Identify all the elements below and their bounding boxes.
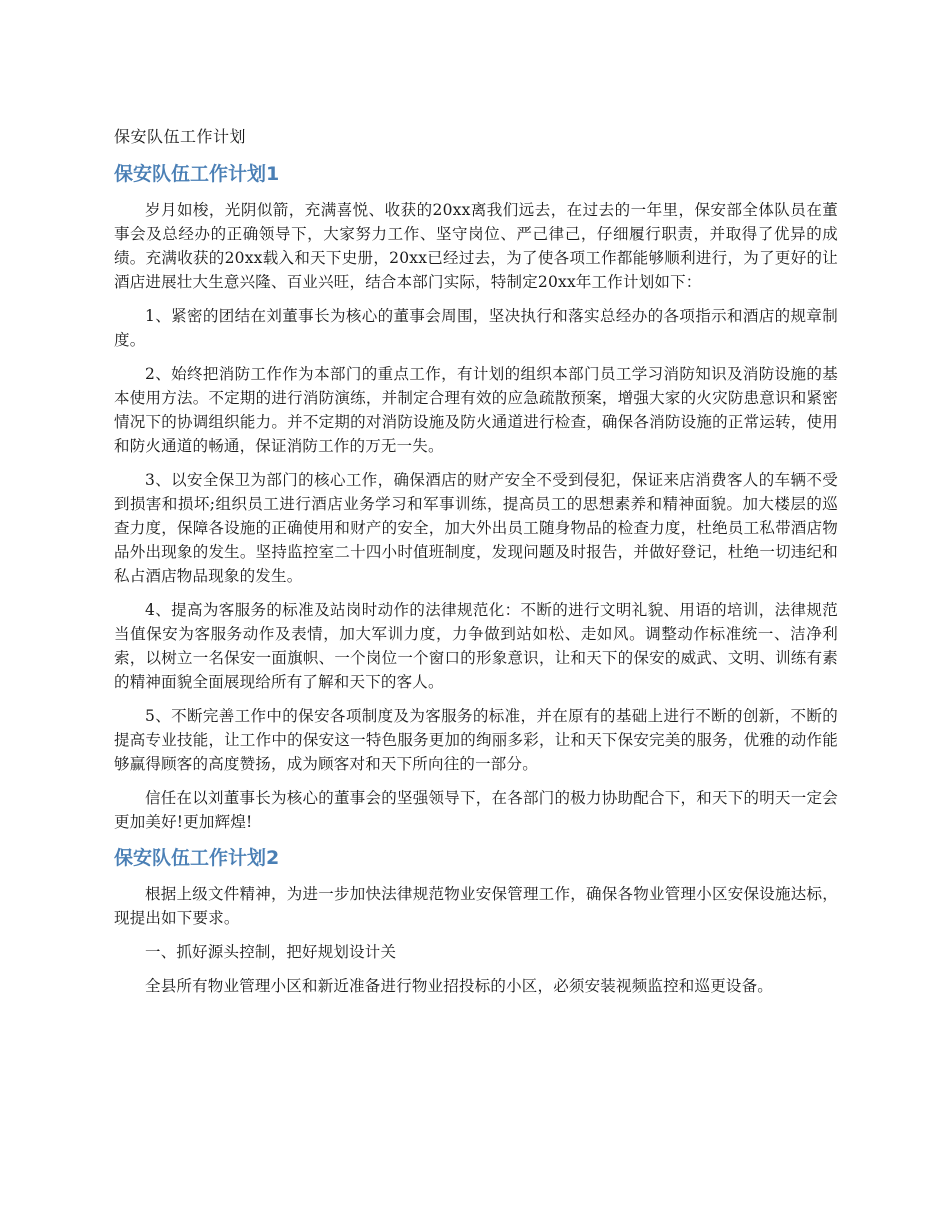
document-title: 保安队伍工作计划 bbox=[114, 127, 247, 146]
paragraph: 3、以安全保卫为部门的核心工作，确保酒店的财产安全不受到侵犯，保证来店消费客人的车辆不受到损害和损坏;组织员工进行酒店业务学习和军事训练，提高员工的思想素养和精神面貌。加大楼层的巡查力度，保障各设施的正确使用和财产的安全，加大外出员工随身物品的检查力度，杜绝员工私带酒店物品外出现象的发生。坚持监控室二十四小时值班制度，发现问题及时报告，并做好登记，杜绝一切违纪和私占酒店物品现象的发生。 bbox=[114, 471, 838, 585]
paragraph: 全县所有物业管理小区和新近准备进行物业招投标的小区，必须安装视频监控和巡更设备。 bbox=[145, 977, 774, 995]
paragraph: 1、紧密的团结在刘董事长为核心的董事会周围，坚决执行和落实总经办的各项指示和酒店的规章制度。 bbox=[114, 307, 838, 349]
paragraph: 根据上级文件精神，为进一步加快法律规范物业安保管理工作，确保各物业管理小区安保设施达标，现提出如下要求。 bbox=[114, 885, 838, 927]
paragraph: 岁月如梭，光阴似箭，充满喜悦、收获的20xx离我们远去，在过去的一年里，保安部全体队员在董事会及总经办的正确领导下，大家努力工作、坚守岗位、严己律己，仔细履行职责，并取得了优异的成绩。充满收获的20xx载入和天下史册，20xx已经过去，为了使各项工作都能够顺利进行，为了更好的让酒店进展壮大生意兴隆、百业兴旺，结合本部门实际，特制定20xx年工作计划如下： bbox=[114, 201, 838, 291]
section-heading-1: 保安队伍工作计划1 bbox=[114, 163, 280, 185]
paragraph: 一、抓好源头控制，把好规划设计关 bbox=[145, 943, 397, 961]
paragraph: 5、不断完善工作中的保安各项制度及为客服务的标准，并在原有的基础上进行不断的创新，不断的提高专业技能，让工作中的保安这一特色服务更加的绚丽多彩，让和天下保安完美的服务，优雅的动作能够赢得顾客的高度赞扬，成为顾客对和天下所向往的一部分。 bbox=[114, 707, 838, 773]
section-heading-2: 保安队伍工作计划2 bbox=[114, 847, 280, 869]
paragraph: 2、始终把消防工作作为本部门的重点工作，有计划的组织本部门员工学习消防知识及消防设施的基本使用方法。不定期的进行消防演练，并制定合理有效的应急疏散预案，增强大家的火灾防患意识和紧密情况下的协调组织能力。并不定期的对消防设施及防火通道进行检查，确保各消防设施的正常运转，使用和防火通道的畅通，保证消防工作的万无一失。 bbox=[114, 365, 838, 455]
paragraph: 4、提高为客服务的标准及站岗时动作的法律规范化：不断的进行文明礼貌、用语的培训，法律规范当值保安为客服务动作及表情，加大军训力度，力争做到站如松、走如风。调整动作标准统一、洁净利索，以树立一名保安一面旗帜、一个岗位一个窗口的形象意识，让和天下的保安的威武、文明、训练有素的精神面貌全面展现给所有了解和天下的客人。 bbox=[114, 601, 838, 691]
document-page bbox=[114, 124, 838, 1008]
paragraph: 信任在以刘董事长为核心的董事会的坚强领导下，在各部门的极力协助配合下，和天下的明天一定会更加美好!更加辉煌! bbox=[114, 789, 838, 831]
